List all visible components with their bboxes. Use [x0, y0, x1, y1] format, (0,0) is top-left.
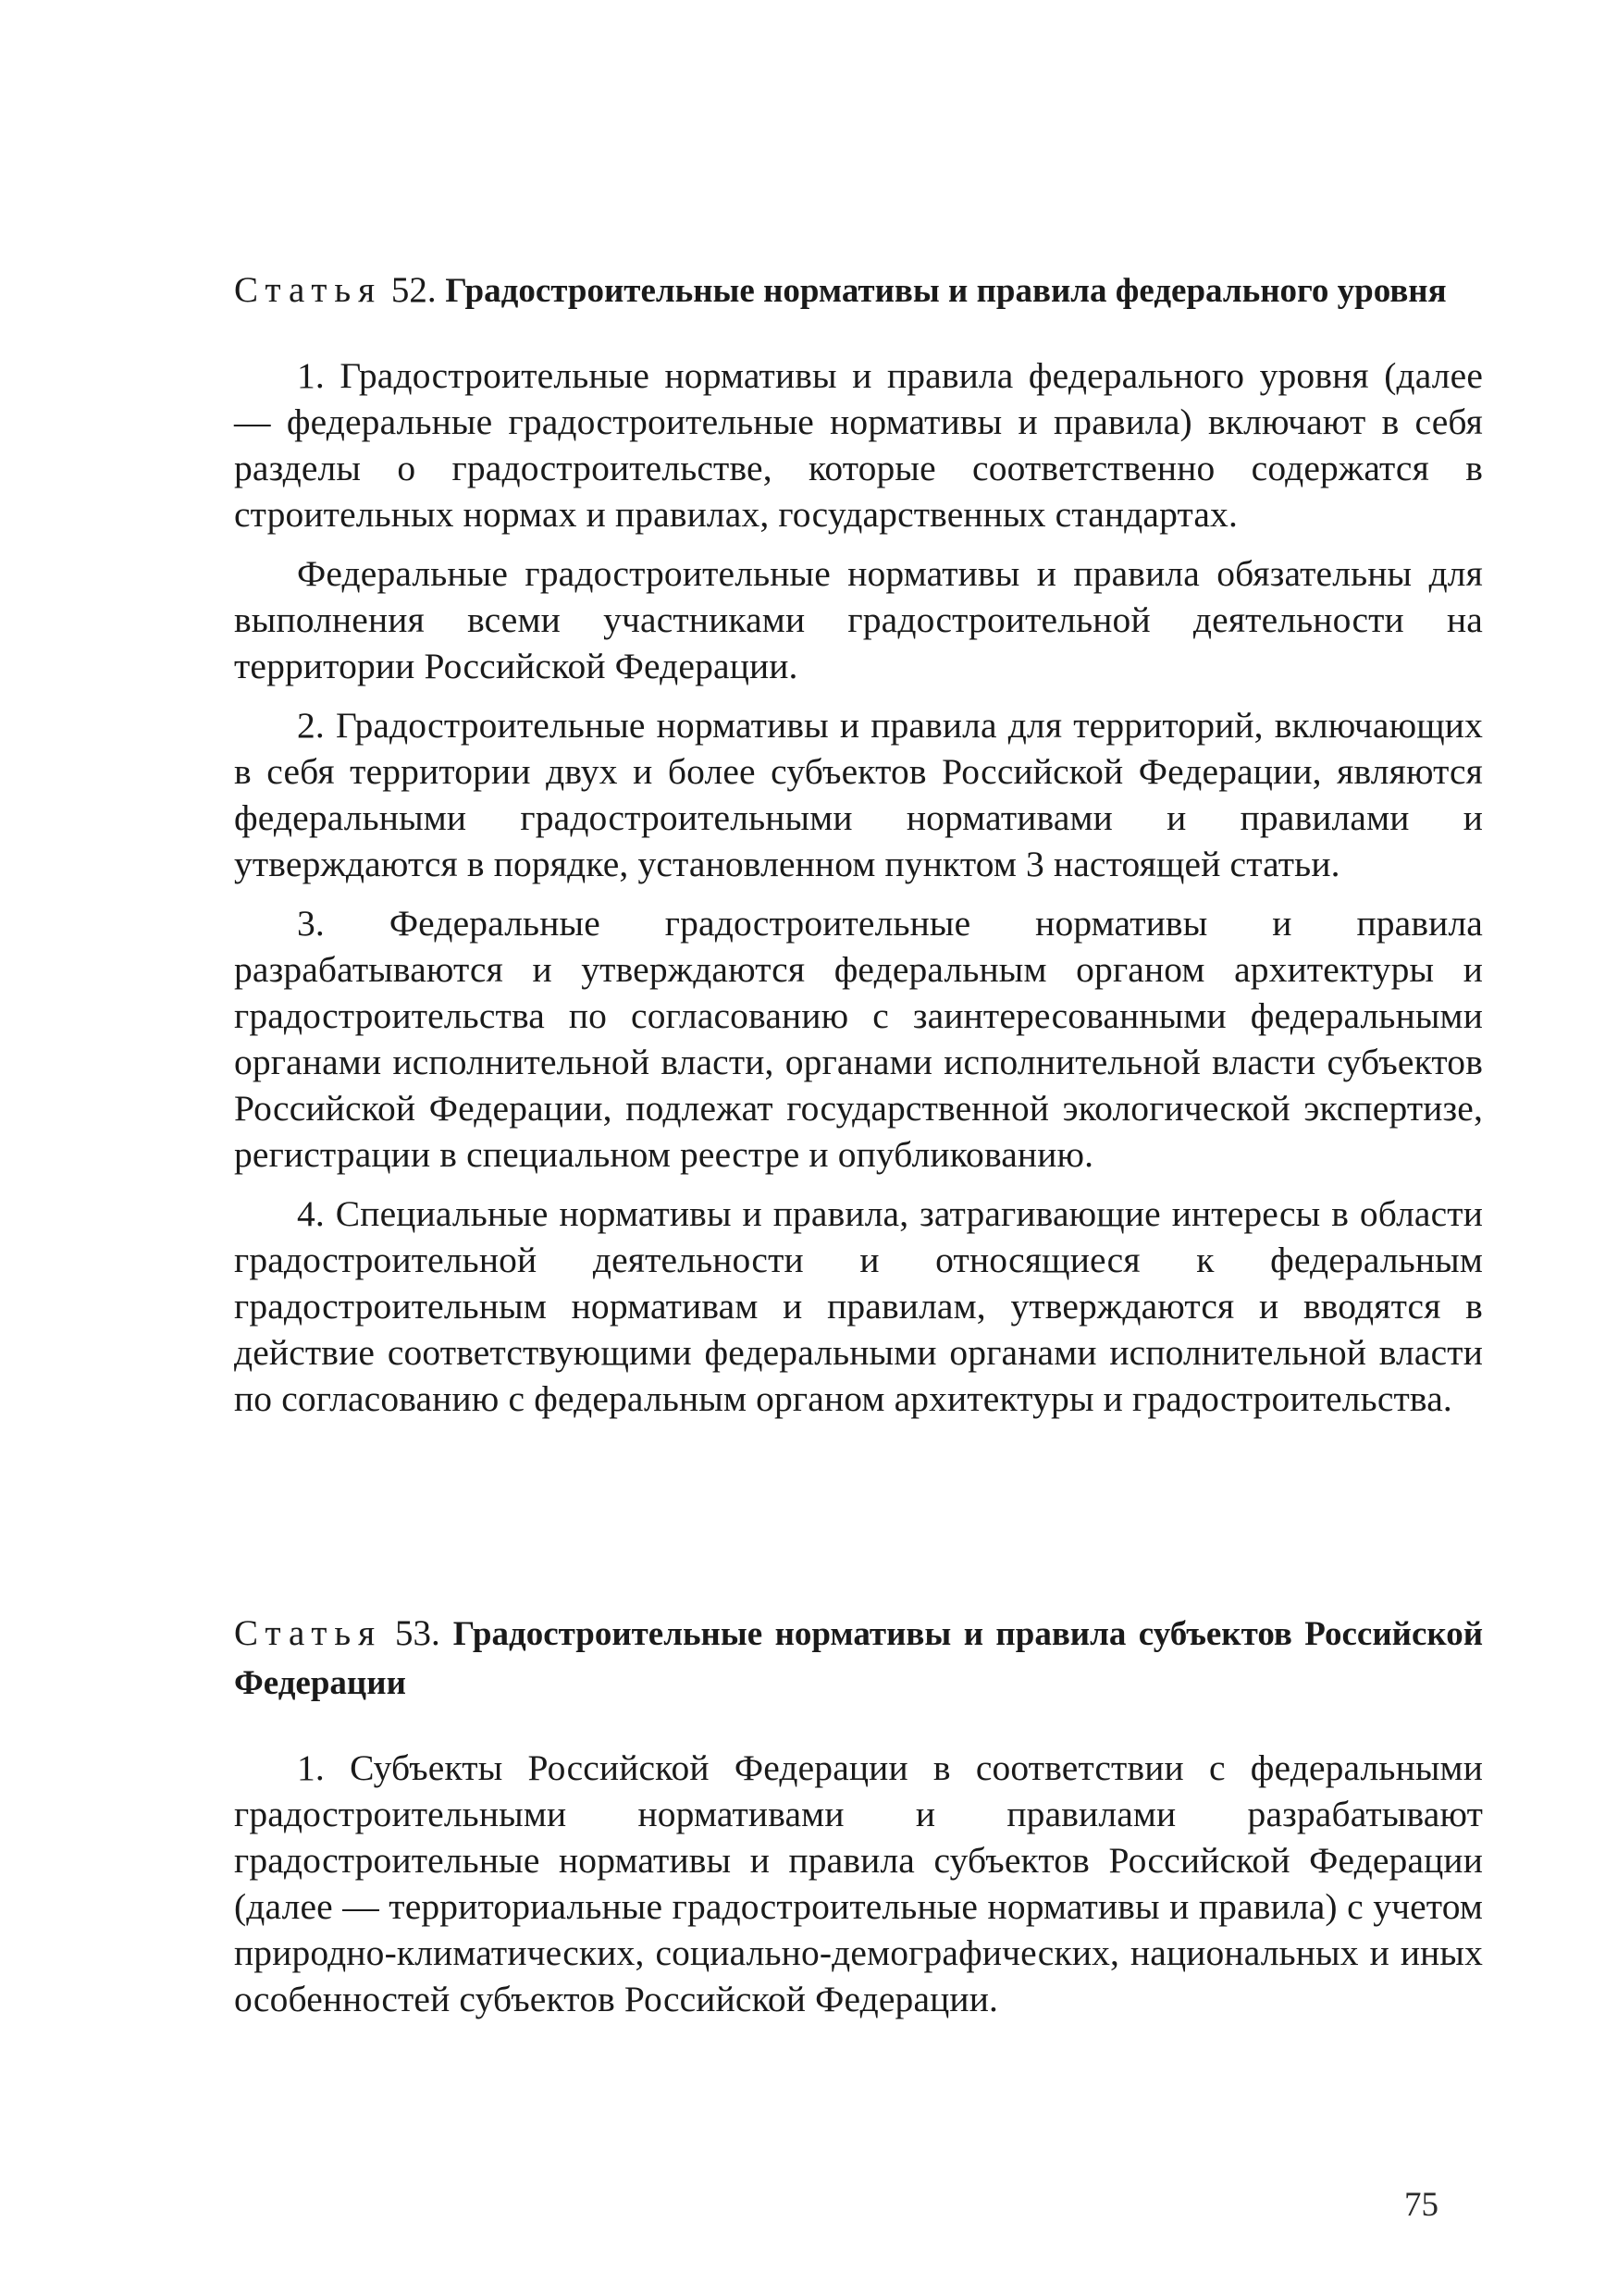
article-52-paragraph-4: 3. Федеральные градостроительные нормативы и правила разрабатываются и утверждаются федеральным органом архитектуры и градостроительства по согласованию с заинтересованными федеральными органами исполнительной власти, органами исполнительной власти субъектов Российской Федерации, подлежат государственной экологической экспертизе, регистрации в специальном реестре и опубликованию. — [234, 903, 1483, 1175]
article-title: Градостроительные нормативы и правила федерального уровня — [445, 272, 1447, 310]
article-52-paragraph-3: 2. Градостроительные нормативы и правила для территорий, включающих в себя территории двух и более субъектов Российской Федерации, являются федеральными градостроительными нормативами и правилами и утверждаются в порядке, установленном пунктом 3 настоящей статьи. — [234, 705, 1483, 884]
article-label: Статья — [234, 1613, 383, 1653]
article-52-paragraph-1: 1. Градостроительные нормативы и правила федерального уровня (далее — федеральные градостроительные нормативы и правила) включают в себя разделы о градостроительстве, которые соответственно содержатся в строительных нормах и правилах, государственных стандартах. — [234, 355, 1483, 535]
article-52-paragraph-2: Федеральные градостроительные нормативы и правила обязательны для выполнения всеми участниками градостроительной деятельности на территории Российской Федерации. — [234, 553, 1483, 686]
article-52-heading — [234, 266, 1483, 315]
article-label: Статья — [234, 270, 383, 310]
article-52 — [234, 266, 1483, 1422]
article-53-heading — [234, 1610, 1483, 1708]
article-number: 52. — [390, 270, 437, 310]
article-53-paragraph-1: 1. Субъекты Российской Федерации в соответствии с федеральными градостроительными нормативами и правилами разрабатывают градостроительные нормативы и правила субъектов Российской Федерации (далее — территориальные градостроительные нормативы и правила) с учетом природно-климатических, социально-демографических, национальных и иных особенностей субъектов Российской Федерации. — [234, 1747, 1483, 2019]
page-number: 75 — [1404, 2186, 1438, 2224]
document-page — [234, 0, 1483, 2296]
article-number: 53. — [395, 1613, 440, 1653]
article-52-paragraph-5: 4. Специальные нормативы и правила, затрагивающие интересы в области градостроительной деятельности и относящиеся к федеральным градостроительным нормативам и правилам, утверждаются и вводятся в действие соответствующими федеральными органами исполнительной власти по согласованию с федеральным органом архитектуры и градостроительства. — [234, 1193, 1483, 1419]
article-title: Градостроительные нормативы и правила субъектов Российской Федерации — [234, 1615, 1484, 1702]
article-53 — [234, 1610, 1483, 2022]
